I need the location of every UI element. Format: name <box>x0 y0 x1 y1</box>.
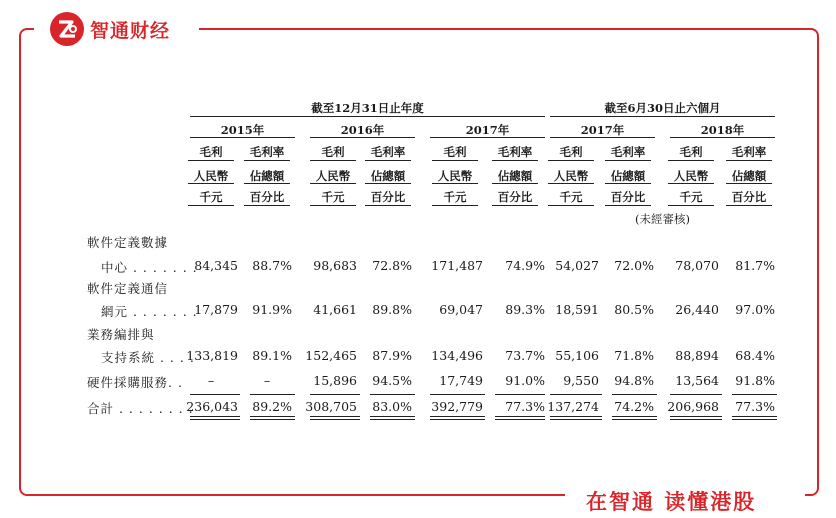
column-header-label: 毛利 <box>559 145 583 159</box>
row-label: 合計 . . . . . . . . <box>87 401 194 416</box>
header-underline <box>310 205 356 206</box>
column-header-label: 毛利率 <box>497 145 533 159</box>
table-cell: – <box>207 373 215 388</box>
subtotal-rule <box>495 394 545 395</box>
header-underline <box>492 160 538 161</box>
table-cell: 81.7% <box>735 258 775 273</box>
header-underline <box>548 205 594 206</box>
column-header-label: 毛利 <box>443 145 467 159</box>
header-underline <box>726 160 772 161</box>
table-cell: 41,661 <box>313 302 357 317</box>
table-cell: 69,047 <box>439 302 483 317</box>
table-cell: 89.3% <box>505 302 545 317</box>
table-cell: 91.8% <box>735 373 775 388</box>
table-cell: 77.3% <box>735 399 775 414</box>
table-cell: 308,705 <box>305 399 357 414</box>
column-header-label: 百分比 <box>731 190 767 204</box>
column-header-label: 毛利率 <box>610 145 646 159</box>
column-header-label: 佔總額 <box>497 169 533 183</box>
year-header: 2018年 <box>700 123 745 137</box>
row-label: 網元 . . . . . . . <box>101 304 198 319</box>
row-label: 軟件定義通信 <box>87 281 169 296</box>
table-cell: 74.2% <box>614 399 654 414</box>
subtotal-rule <box>190 394 240 395</box>
table-cell: 73.7% <box>505 348 545 363</box>
column-header-label: 人民幣 <box>193 169 229 183</box>
table-cell: 89.1% <box>252 348 292 363</box>
column-header-label: 毛利率 <box>370 145 406 159</box>
year-header: 2015年 <box>220 123 265 137</box>
table-cell: 54,027 <box>555 258 599 273</box>
table-cell: 80.5% <box>614 302 654 317</box>
row-label: 中心 . . . . . . . <box>101 260 198 275</box>
table-cell: 91.0% <box>505 373 545 388</box>
row-label: 支持系統 . . . . <box>101 350 195 365</box>
table-cell: 78,070 <box>675 258 719 273</box>
header-underline <box>548 183 594 184</box>
logo-mark-icon <box>50 12 84 46</box>
column-header-label: 百分比 <box>249 190 285 204</box>
column-header-label: 佔總額 <box>370 169 406 183</box>
total-double-rule <box>250 416 295 420</box>
header-underline <box>726 183 772 184</box>
header-underline <box>432 160 478 161</box>
header-underline <box>188 183 234 184</box>
total-double-rule <box>612 416 657 420</box>
table-cell: 13,564 <box>675 373 719 388</box>
column-header-label: 毛利率 <box>249 145 285 159</box>
column-header-label: 毛利率 <box>731 145 767 159</box>
header-underline <box>548 160 594 161</box>
table-cell: 134,496 <box>431 348 483 363</box>
table-cell: 26,440 <box>675 302 719 317</box>
table-cell: 98,683 <box>313 258 357 273</box>
table-cell: 133,819 <box>186 348 238 363</box>
table-cell: 87.9% <box>372 348 412 363</box>
column-header-label: 人民幣 <box>315 169 351 183</box>
header-underline <box>668 205 714 206</box>
header-underline <box>310 183 356 184</box>
column-header-label: 佔總額 <box>610 169 646 183</box>
column-header-label: 毛利 <box>199 145 223 159</box>
column-header-label: 千元 <box>199 190 223 204</box>
total-double-rule <box>430 416 485 420</box>
column-header-label: 千元 <box>679 190 703 204</box>
header-underline <box>365 205 411 206</box>
subtotal-rule <box>250 394 295 395</box>
year-header: 2017年 <box>465 123 510 137</box>
total-double-rule <box>550 416 602 420</box>
table-cell: 68.4% <box>735 348 775 363</box>
table-cell: 171,487 <box>431 258 483 273</box>
table-cell: 88.7% <box>252 258 292 273</box>
column-header-label: 人民幣 <box>673 169 709 183</box>
header-underline <box>432 205 478 206</box>
column-header-label: 毛利 <box>679 145 703 159</box>
total-double-rule <box>495 416 545 420</box>
table-cell: 152,465 <box>305 348 357 363</box>
brand-logo[interactable] <box>50 10 178 48</box>
header-underline <box>244 183 290 184</box>
header-underline <box>605 160 651 161</box>
header-underline <box>244 205 290 206</box>
group-header-six-months: 截至6月30日止六個月 <box>604 101 721 115</box>
unaudited-note: (未經審核) <box>635 212 690 226</box>
table-cell: 77.3% <box>505 399 545 414</box>
table-cell: 88,894 <box>675 348 719 363</box>
table-cell: 17,879 <box>194 302 238 317</box>
header-underline <box>188 160 234 161</box>
header-underline <box>365 160 411 161</box>
header-underline <box>432 183 478 184</box>
table-cell: 94.8% <box>614 373 654 388</box>
header-underline <box>492 205 538 206</box>
row-label: 軟件定義數據 <box>87 235 169 250</box>
column-header-label: 人民幣 <box>553 169 589 183</box>
column-header-label: 千元 <box>559 190 583 204</box>
table-cell: – <box>263 373 271 388</box>
table-cell: 72.8% <box>372 258 412 273</box>
column-header-label: 佔總額 <box>731 169 767 183</box>
column-header-label: 千元 <box>321 190 345 204</box>
column-header-label: 佔總額 <box>249 169 285 183</box>
header-underline <box>668 183 714 184</box>
column-header-label: 百分比 <box>497 190 533 204</box>
group-header-annual: 截至12月31日止年度 <box>311 101 424 115</box>
subtotal-rule <box>430 394 485 395</box>
header-underline <box>244 160 290 161</box>
subtotal-rule <box>612 394 657 395</box>
header-underline <box>310 160 356 161</box>
header-underline <box>726 205 772 206</box>
subtotal-rule <box>370 394 415 395</box>
row-label: 業務編排與 <box>87 327 155 342</box>
total-double-rule <box>670 416 722 420</box>
header-underline <box>668 160 714 161</box>
table-cell: 9,550 <box>563 373 599 388</box>
table-cell: 236,043 <box>186 399 238 414</box>
table-cell: 71.8% <box>614 348 654 363</box>
subtotal-rule <box>670 394 722 395</box>
table-cell: 15,896 <box>313 373 357 388</box>
row-label: 硬件採購服務. . <box>87 375 183 390</box>
table-cell: 91.9% <box>252 302 292 317</box>
column-header-label: 毛利 <box>321 145 345 159</box>
column-header-label: 百分比 <box>610 190 646 204</box>
subtotal-rule <box>550 394 602 395</box>
table-cell: 89.2% <box>252 399 292 414</box>
column-header-label: 千元 <box>443 190 467 204</box>
table-cell: 97.0% <box>735 302 775 317</box>
year-header: 2016年 <box>340 123 385 137</box>
table-cell: 206,968 <box>667 399 719 414</box>
table-cell: 74.9% <box>505 258 545 273</box>
header-underline <box>365 183 411 184</box>
table-cell: 137,274 <box>547 399 599 414</box>
table-cell: 72.0% <box>614 258 654 273</box>
table-cell: 17,749 <box>439 373 483 388</box>
total-double-rule <box>370 416 415 420</box>
table-cell: 392,779 <box>431 399 483 414</box>
header-underline <box>492 183 538 184</box>
brand-name: 智通财经 <box>90 19 171 42</box>
slogan: 在智通 读懂港股 <box>580 486 762 516</box>
table-cell: 18,591 <box>555 302 599 317</box>
table-cell: 94.5% <box>372 373 412 388</box>
table-cell: 55,106 <box>555 348 599 363</box>
subtotal-rule <box>310 394 360 395</box>
table-cell: 83.0% <box>372 399 412 414</box>
total-double-rule <box>310 416 360 420</box>
table-cell: 89.8% <box>372 302 412 317</box>
header-underline <box>605 183 651 184</box>
total-double-rule <box>190 416 240 420</box>
header-underline <box>605 205 651 206</box>
subtotal-rule <box>732 394 777 395</box>
total-double-rule <box>732 416 777 420</box>
table-cell: 84,345 <box>194 258 238 273</box>
header-underline <box>188 205 234 206</box>
column-header-label: 人民幣 <box>437 169 473 183</box>
year-header: 2017年 <box>580 123 625 137</box>
column-header-label: 百分比 <box>370 190 406 204</box>
